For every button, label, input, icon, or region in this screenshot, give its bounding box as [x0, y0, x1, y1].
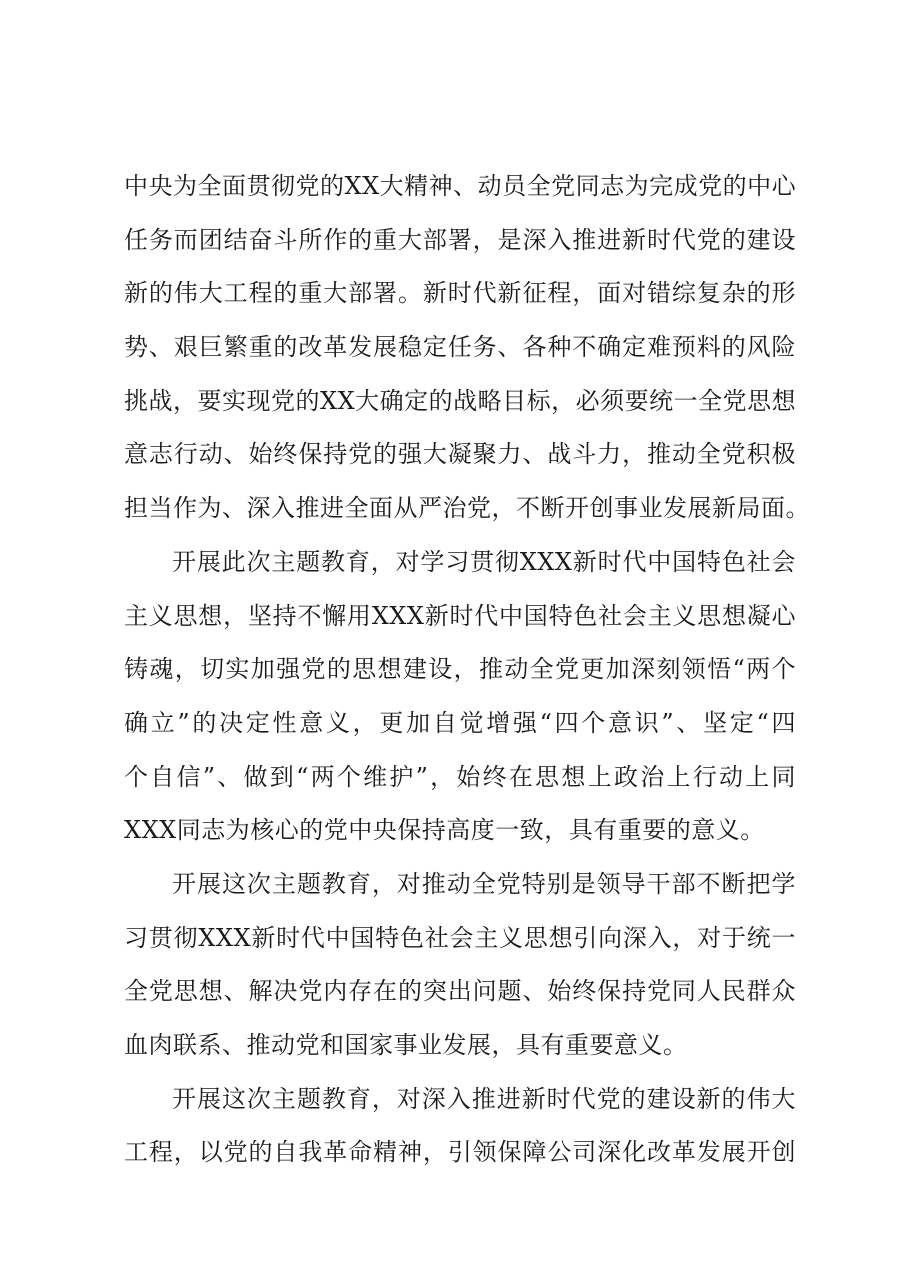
paragraph-line: 习贯彻XXX新时代中国特色社会主义思想引向深入，对于统一 [124, 923, 796, 952]
paragraph-line: XXX同志为核心的党中央保持高度一致，具有重要的意义。 [124, 816, 765, 845]
paragraph [124, 858, 796, 1073]
paragraph [124, 1073, 796, 1180]
paragraph-line: 主义思想，坚持不懈用XXX新时代中国特色社会主义思想凝心 [124, 601, 796, 630]
paragraph-line: 铸魂，切实加强党的思想建设，推动全党更加深刻领悟“两个 [124, 655, 796, 684]
paragraph-line: 挑战，要实现党的XX大确定的战略目标，必须要统一全党思想 [124, 386, 797, 415]
paragraph [124, 536, 796, 858]
paragraph-line: 意志行动、始终保持党的强大凝聚力、战斗力，推动全党积极 [124, 440, 796, 469]
paragraph-line: 中央为全面贯彻党的XX大精神、动员全党同志为完成党的中心 [124, 172, 797, 200]
paragraph-line: 任务而团结奋斗所作的重大部署，是深入推进新时代党的建设 [124, 225, 796, 254]
paragraph-line: 全党思想、解决党内存在的突出问题、始终保持党同人民群众 [124, 977, 796, 1006]
document-body [124, 160, 810, 1180]
paragraph [124, 160, 810, 536]
paragraph-line: 血肉联系、推动党和国家事业发展，具有重要意义。 [124, 1031, 688, 1059]
paragraph-line: 开展这次主题教育，对深入推进新时代党的建设新的伟大 [172, 1084, 796, 1113]
paragraph-line: 新的伟大工程的重大部署。新时代新征程，面对错综复杂的形 [124, 279, 796, 308]
paragraph-line: 确立”的决定性意义，更加自觉增强“四个意识”、坚定“四 [124, 708, 796, 737]
paragraph-line: 势、艰巨繁重的改革发展稳定任务、各种不确定难预料的风险 [124, 333, 796, 362]
paragraph-line: 工程，以党的自我革命精神，引领保障公司深化改革发展开创 [124, 1138, 796, 1167]
paragraph-line: 开展此次主题教育，对学习贯彻XXX新时代中国特色社会 [172, 547, 796, 576]
paragraph-line: 个自信”、做到“两个维护”，始终在思想上政治上行动上同 [124, 762, 796, 791]
paragraph-line: 开展这次主题教育，对推动全党特别是领导干部不断把学 [172, 869, 796, 898]
paragraph-line: 担当作为、深入推进全面从严治党，不断开创事业发展新局面。 [124, 494, 810, 523]
